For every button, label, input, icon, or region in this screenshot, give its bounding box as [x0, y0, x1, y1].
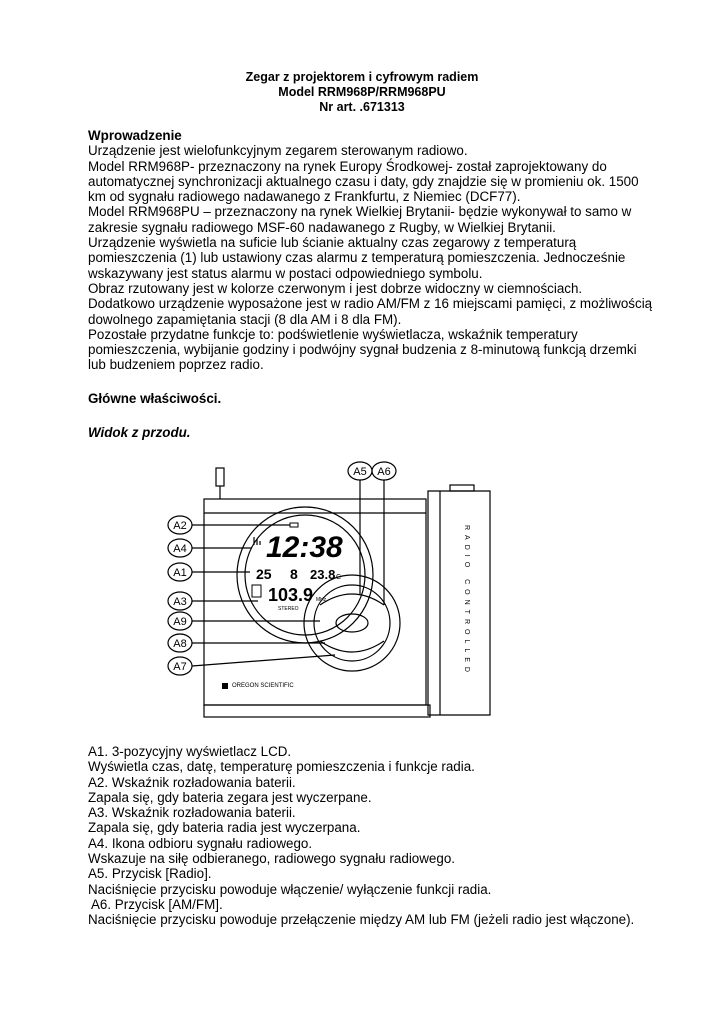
projector-column [428, 491, 490, 715]
description-line: Wskazuje na siłę odbieranego, radiowego sygnału radiowego. [88, 851, 455, 867]
lcd-frequency-unit: MHz [316, 597, 327, 603]
descriptions-section [88, 744, 648, 928]
description-line: Wyświetla czas, datę, temperaturę pomieszczenia i funkcje radia. [88, 759, 475, 775]
description-line: Naciśnięcie przycisku powoduje przełączenie między AM lub FM (jeżeli radio jest włączone). [88, 912, 635, 928]
description-line: A5. Przycisk [Radio]. [88, 866, 212, 882]
description-line: Zapala się, gdy bateria zegara jest wyczerpane. [88, 789, 372, 805]
callout-a1: A1 [173, 567, 187, 579]
intro-heading: Wprowadzenie [88, 128, 182, 143]
description-line: A6. Przycisk [AM/FM]. [88, 896, 223, 912]
intro-line: lub budzeniem poprzez radio. [88, 357, 264, 373]
device-drawing [160, 455, 500, 735]
intro-line: dowolnego zapamiętania stacji (8 dla AM i 8 dla FM). [88, 311, 402, 327]
lcd-date-right: 8 [290, 566, 298, 582]
description-line: A1. 3-pozycyjny wyświetlacz LCD. [88, 744, 292, 759]
intro-line: pomieszczenia (1) lub ustawiony czas alarmu z temperaturą pomieszczenia. Jednocześnie [88, 250, 626, 266]
callout-a3: A3 [173, 596, 187, 608]
intro-line: Urządzenie wyświetla na suficie lub ścianie aktualny czas zegarowy z temperaturą [88, 235, 577, 251]
callout-a2: A2 [173, 520, 187, 532]
brand-label: OREGON SCIENTIFIC [232, 683, 294, 689]
lcd-temperature-unit: C [336, 574, 342, 581]
intro-line: Model RRM968PU – przeznaczony na rynek Wielkiej Brytanii- będzie wykonywał to samo w [88, 204, 632, 220]
antenna-icon [216, 468, 224, 486]
intro-line: Urządzenie jest wielofunkcyjnym zegarem sterowanym radiowo. [88, 143, 468, 159]
lcd-temperature: 23.8 [310, 567, 336, 582]
callout-a7: A7 [173, 661, 187, 673]
intro-line: zakresie sygnału radiowego MSF-60 nadawanego z Rugby, w Wielkiej Brytanii. [88, 219, 556, 235]
brand-logo-icon [222, 683, 228, 689]
document-model: Model RRM968P/RRM968PU [278, 85, 446, 99]
features-section [88, 391, 648, 406]
clock-base [204, 705, 430, 717]
radio-battery-icon [252, 585, 261, 597]
clock-body [204, 499, 426, 705]
lcd-stereo: STEREO [278, 606, 299, 612]
document-title: Zegar z projektorem i cyfrowym radiem [245, 70, 479, 84]
lcd-frequency: 103.9 [268, 585, 314, 605]
description-line: A3. Wskaźnik rozładowania baterii. [88, 805, 296, 821]
description-line: A2. Wskaźnik rozładowania baterii. [88, 774, 296, 790]
front-view-heading: Widok z przodu. [88, 425, 191, 440]
device-front-view-figure [160, 455, 500, 735]
callout-a9: A9 [173, 616, 187, 628]
intro-line: wskazywany jest status alarmu w postaci odpowiedniego symbolu. [88, 265, 483, 281]
intro-line: Dodatkowo urządzenie wyposażone jest w radio AM/FM z 16 miejscami pamięci, z możliwością [88, 296, 653, 312]
intro-line: Obraz rzutowany jest w kolorze czerwonym i jest dobrze widoczny w ciemnościach. [88, 280, 583, 296]
document-article-number: Nr art. .671313 [319, 100, 405, 114]
lcd-date-left: 25 [256, 566, 272, 582]
description-line: A4. Ikona odbioru sygnału radiowego. [88, 835, 313, 851]
intro-line: pomieszczenia, wybijanie godziny i podwójny sygnał budzenia z 8-minutową funkcją drzemki [88, 342, 637, 358]
lcd-time: 12:38 [266, 531, 343, 564]
callout-a5: A5 [353, 466, 367, 478]
clock-battery-icon [290, 523, 298, 527]
callout-a4: A4 [173, 543, 187, 555]
intro-section [88, 128, 653, 373]
callout-a8: A8 [173, 638, 187, 650]
description-line: Naciśnięcie przycisku powoduje włączenie/ wyłączenie funkcji radia. [88, 881, 492, 897]
intro-line: Pozostałe przydatne funkcje to: podświetlenie wyświetlacza, wskaźnik temperatury [88, 326, 578, 342]
intro-line: km od sygnału radiowego nadawanego z Frankfurtu, z Niemiec (DCF77). [88, 189, 521, 205]
intro-line: Model RRM968P- przeznaczony na rynek Europy Środkowej- został zaprojektowany do [88, 158, 607, 174]
features-heading: Główne właściwości. [88, 391, 222, 406]
callout-a6: A6 [377, 466, 391, 478]
front-view-section [88, 425, 648, 440]
projector-side-label: RADIO CONTROLLED [463, 525, 470, 677]
intro-line: automatycznej synchronizacji aktualnego czasu i daty, gdy znajdzie się w promieniu ok. 1500 [88, 173, 639, 189]
description-line: Zapala się, gdy bateria radia jest wyczerpana. [88, 820, 361, 836]
